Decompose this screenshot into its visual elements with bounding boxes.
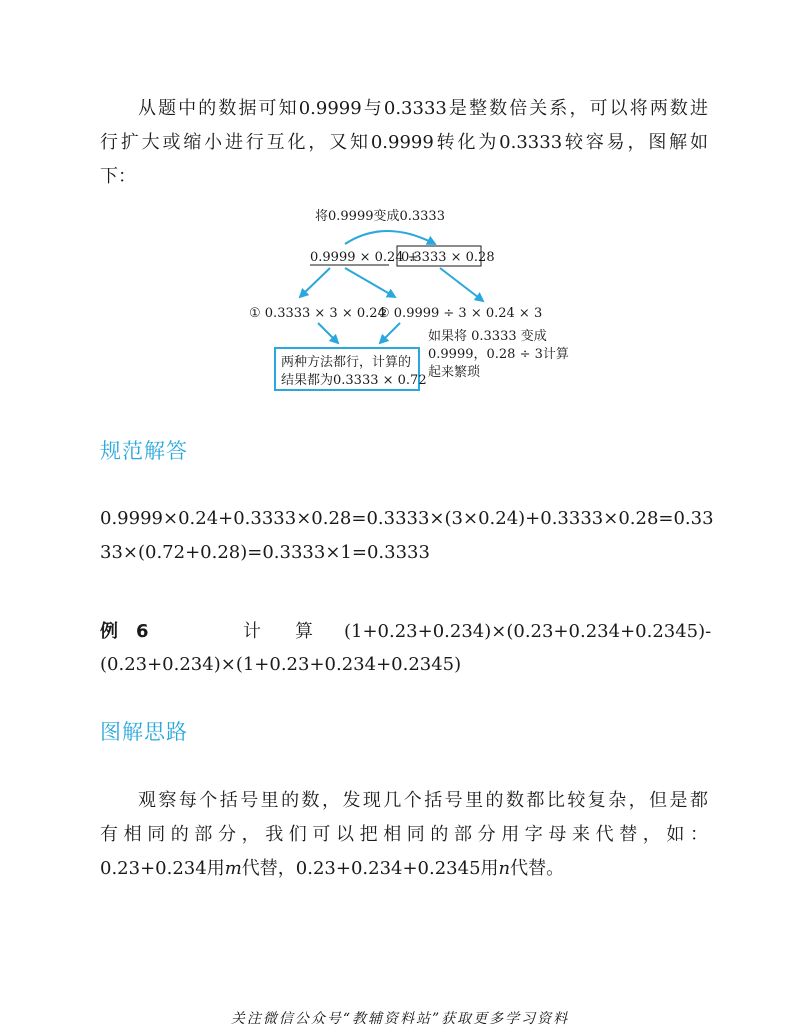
arrow-left-to-opt1 (300, 268, 330, 297)
solution-line-2: 33×(0.72+0.28)=0.3333×1=0.3333 (100, 542, 430, 563)
expr-left: 0.9999 × 0.24 + (310, 250, 419, 265)
example-label: 例 6 (100, 621, 149, 642)
footer-watermark-text: 关注微信公众号“教辅资料站”获取更多学习资料 (230, 1011, 570, 1027)
solution-line-1: 0.9999×0.24+0.3333×0.28=0.3333×(3×0.24)+0.3333×0.28=0.33 (100, 508, 714, 529)
example-word-suan: 算 (295, 621, 313, 642)
note-line-3: 起来繁琐 (428, 365, 481, 380)
result-line-1: 两种方法都行，计算的 (281, 355, 412, 370)
solution-paragraph (100, 502, 714, 570)
analysis-paragraph (100, 784, 708, 886)
note-line-1: 如果将 0.3333 变成 (428, 329, 547, 344)
example-expression-2: (0.23+0.234)×(1+0.23+0.234+0.2345) (100, 654, 462, 675)
analysis-line-3 (100, 852, 708, 886)
section-heading-standard-answer: 规范解答 (100, 439, 188, 463)
result-line-2: 结果都为0.3333 × 0.72 (281, 373, 427, 388)
variable-m: m (224, 858, 242, 879)
example-word-ji: 计 (243, 621, 261, 642)
intro-paragraph (100, 92, 708, 194)
note-line-2: 0.9999，0.28 ÷ 3计算 (428, 347, 569, 362)
example-line-1 (100, 617, 712, 647)
option-2: ② 0.9999 ÷ 3 × 0.24 × 3 (378, 306, 543, 321)
arrow-opt2-to-box (380, 323, 400, 343)
intro-line-2: 行扩大或缩小进行互化，又知0.9999转化为0.3333较容易，图解如 (100, 132, 708, 153)
top-curved-arrow (345, 231, 435, 244)
example-line-2 (100, 650, 708, 680)
arrow-opt1-to-box (318, 323, 338, 343)
example-expression-1: (1+0.23+0.234)×(0.23+0.234+0.2345)- (344, 621, 712, 642)
analysis-line-2: 有相同的部分，我们可以把相同的部分用字母来代替，如： (100, 824, 708, 845)
arrow-left-to-opt2 (345, 268, 395, 297)
analysis-line-1: 观察每个括号里的数，发现几个括号里的数都比较复杂，但是都 (138, 790, 708, 811)
arrow-right-to-note (440, 268, 483, 301)
option-1: ① 0.3333 × 3 × 0.24 (249, 306, 386, 321)
analysis-line-3-a: 0.23+0.234用 (100, 858, 225, 879)
section-heading-diagram-idea: 图解思路 (100, 720, 188, 744)
intro-line-1: 从题中的数据可知0.9999与0.3333是整数倍关系，可以将两数进 (138, 98, 708, 119)
intro-line-3: 下： (100, 166, 136, 187)
analysis-line-3-b: 代替，0.23+0.234+0.2345用 (241, 858, 499, 879)
expr-right-boxed: 0.3333 × 0.28 (401, 250, 495, 265)
analysis-line-3-c: 代替。 (510, 858, 565, 879)
top-arrow-label: 将0.9999变成0.3333 (315, 209, 445, 224)
variable-n: n (498, 858, 511, 879)
solution-diagram (0, 200, 800, 420)
